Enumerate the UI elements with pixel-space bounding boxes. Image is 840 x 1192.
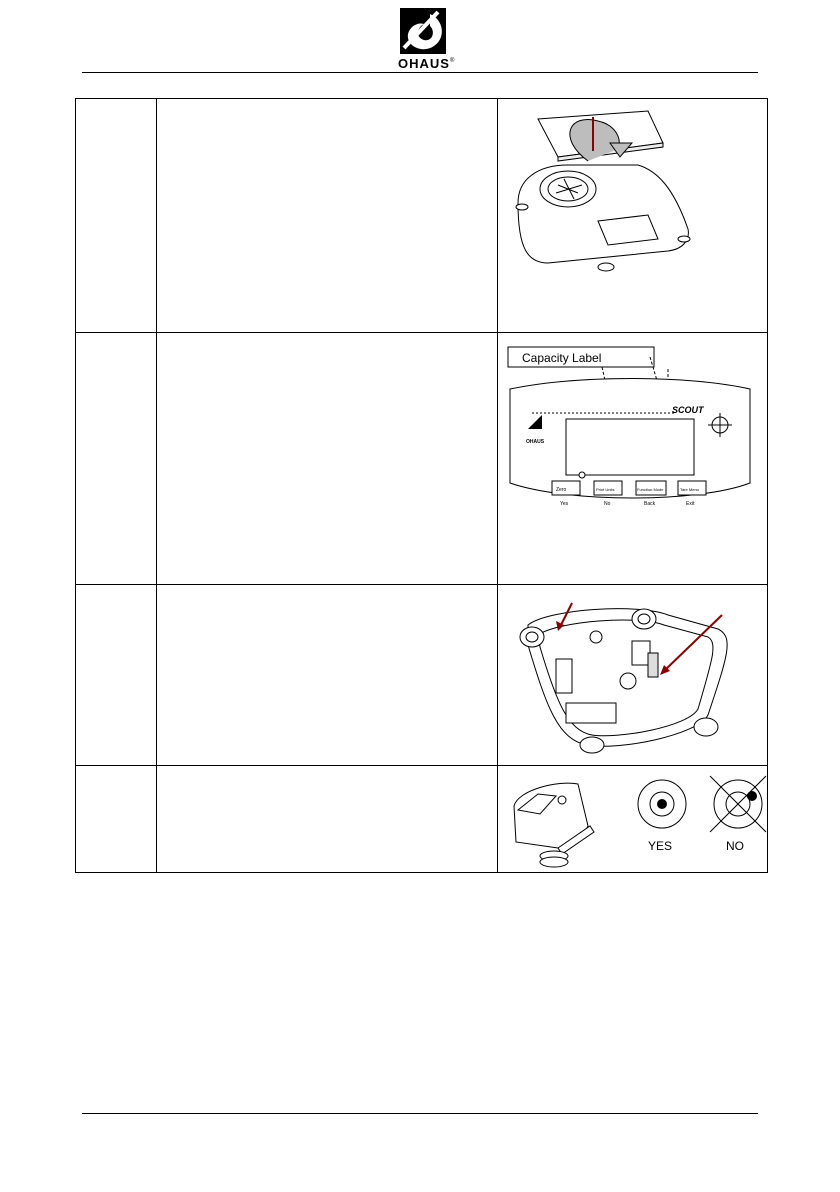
table-row [76,766,768,873]
svg-text:Zero: Zero [556,487,567,493]
step-figure-cell [498,99,768,333]
leveling-illustration [498,766,767,872]
pan-install-illustration [498,99,767,332]
svg-text:Function Mode: Function Mode [637,487,664,492]
step-text-cell [157,333,498,585]
panel-logo: OHAUS [526,439,545,445]
logo-registered-mark: ® [450,58,455,64]
print-units-no-button [594,481,622,507]
step-number-cell [76,333,157,585]
step-text-cell [157,766,498,873]
step-text-cell [157,99,498,333]
svg-text:No: No [604,501,611,507]
level-no-label: NO [726,839,744,853]
step-number-cell [76,585,157,766]
step-number-cell [76,99,157,333]
step-number-cell [76,766,157,873]
header-rule [82,72,758,73]
svg-text:Tare Menu: Tare Menu [680,487,699,492]
control-panel-illustration [498,333,767,584]
ohaus-logo [386,6,458,72]
step-figure-cell [498,766,768,873]
tare-menu-exit-button [678,481,706,507]
svg-text:Back: Back [644,501,656,507]
function-mode-back-button [636,481,666,507]
svg-text:Print Units: Print Units [596,487,615,492]
step-figure-cell [498,333,768,585]
scale-underside-illustration [498,585,767,765]
step-text-cell [157,585,498,766]
table-row [76,585,768,766]
capacity-label-text: Capacity Label [522,351,602,365]
scout-brand: SCOUT [672,405,704,415]
step-figure-cell [498,585,768,766]
table-row [76,99,768,333]
svg-text:Yes: Yes [560,501,569,507]
footer-rule [82,1113,758,1114]
svg-text:Exit: Exit [686,501,695,507]
level-yes-label: YES [648,839,673,853]
logo-wordmark: OHAUS [398,56,450,71]
display-window [566,419,694,475]
steps-table [75,98,768,873]
table-row [76,333,768,585]
